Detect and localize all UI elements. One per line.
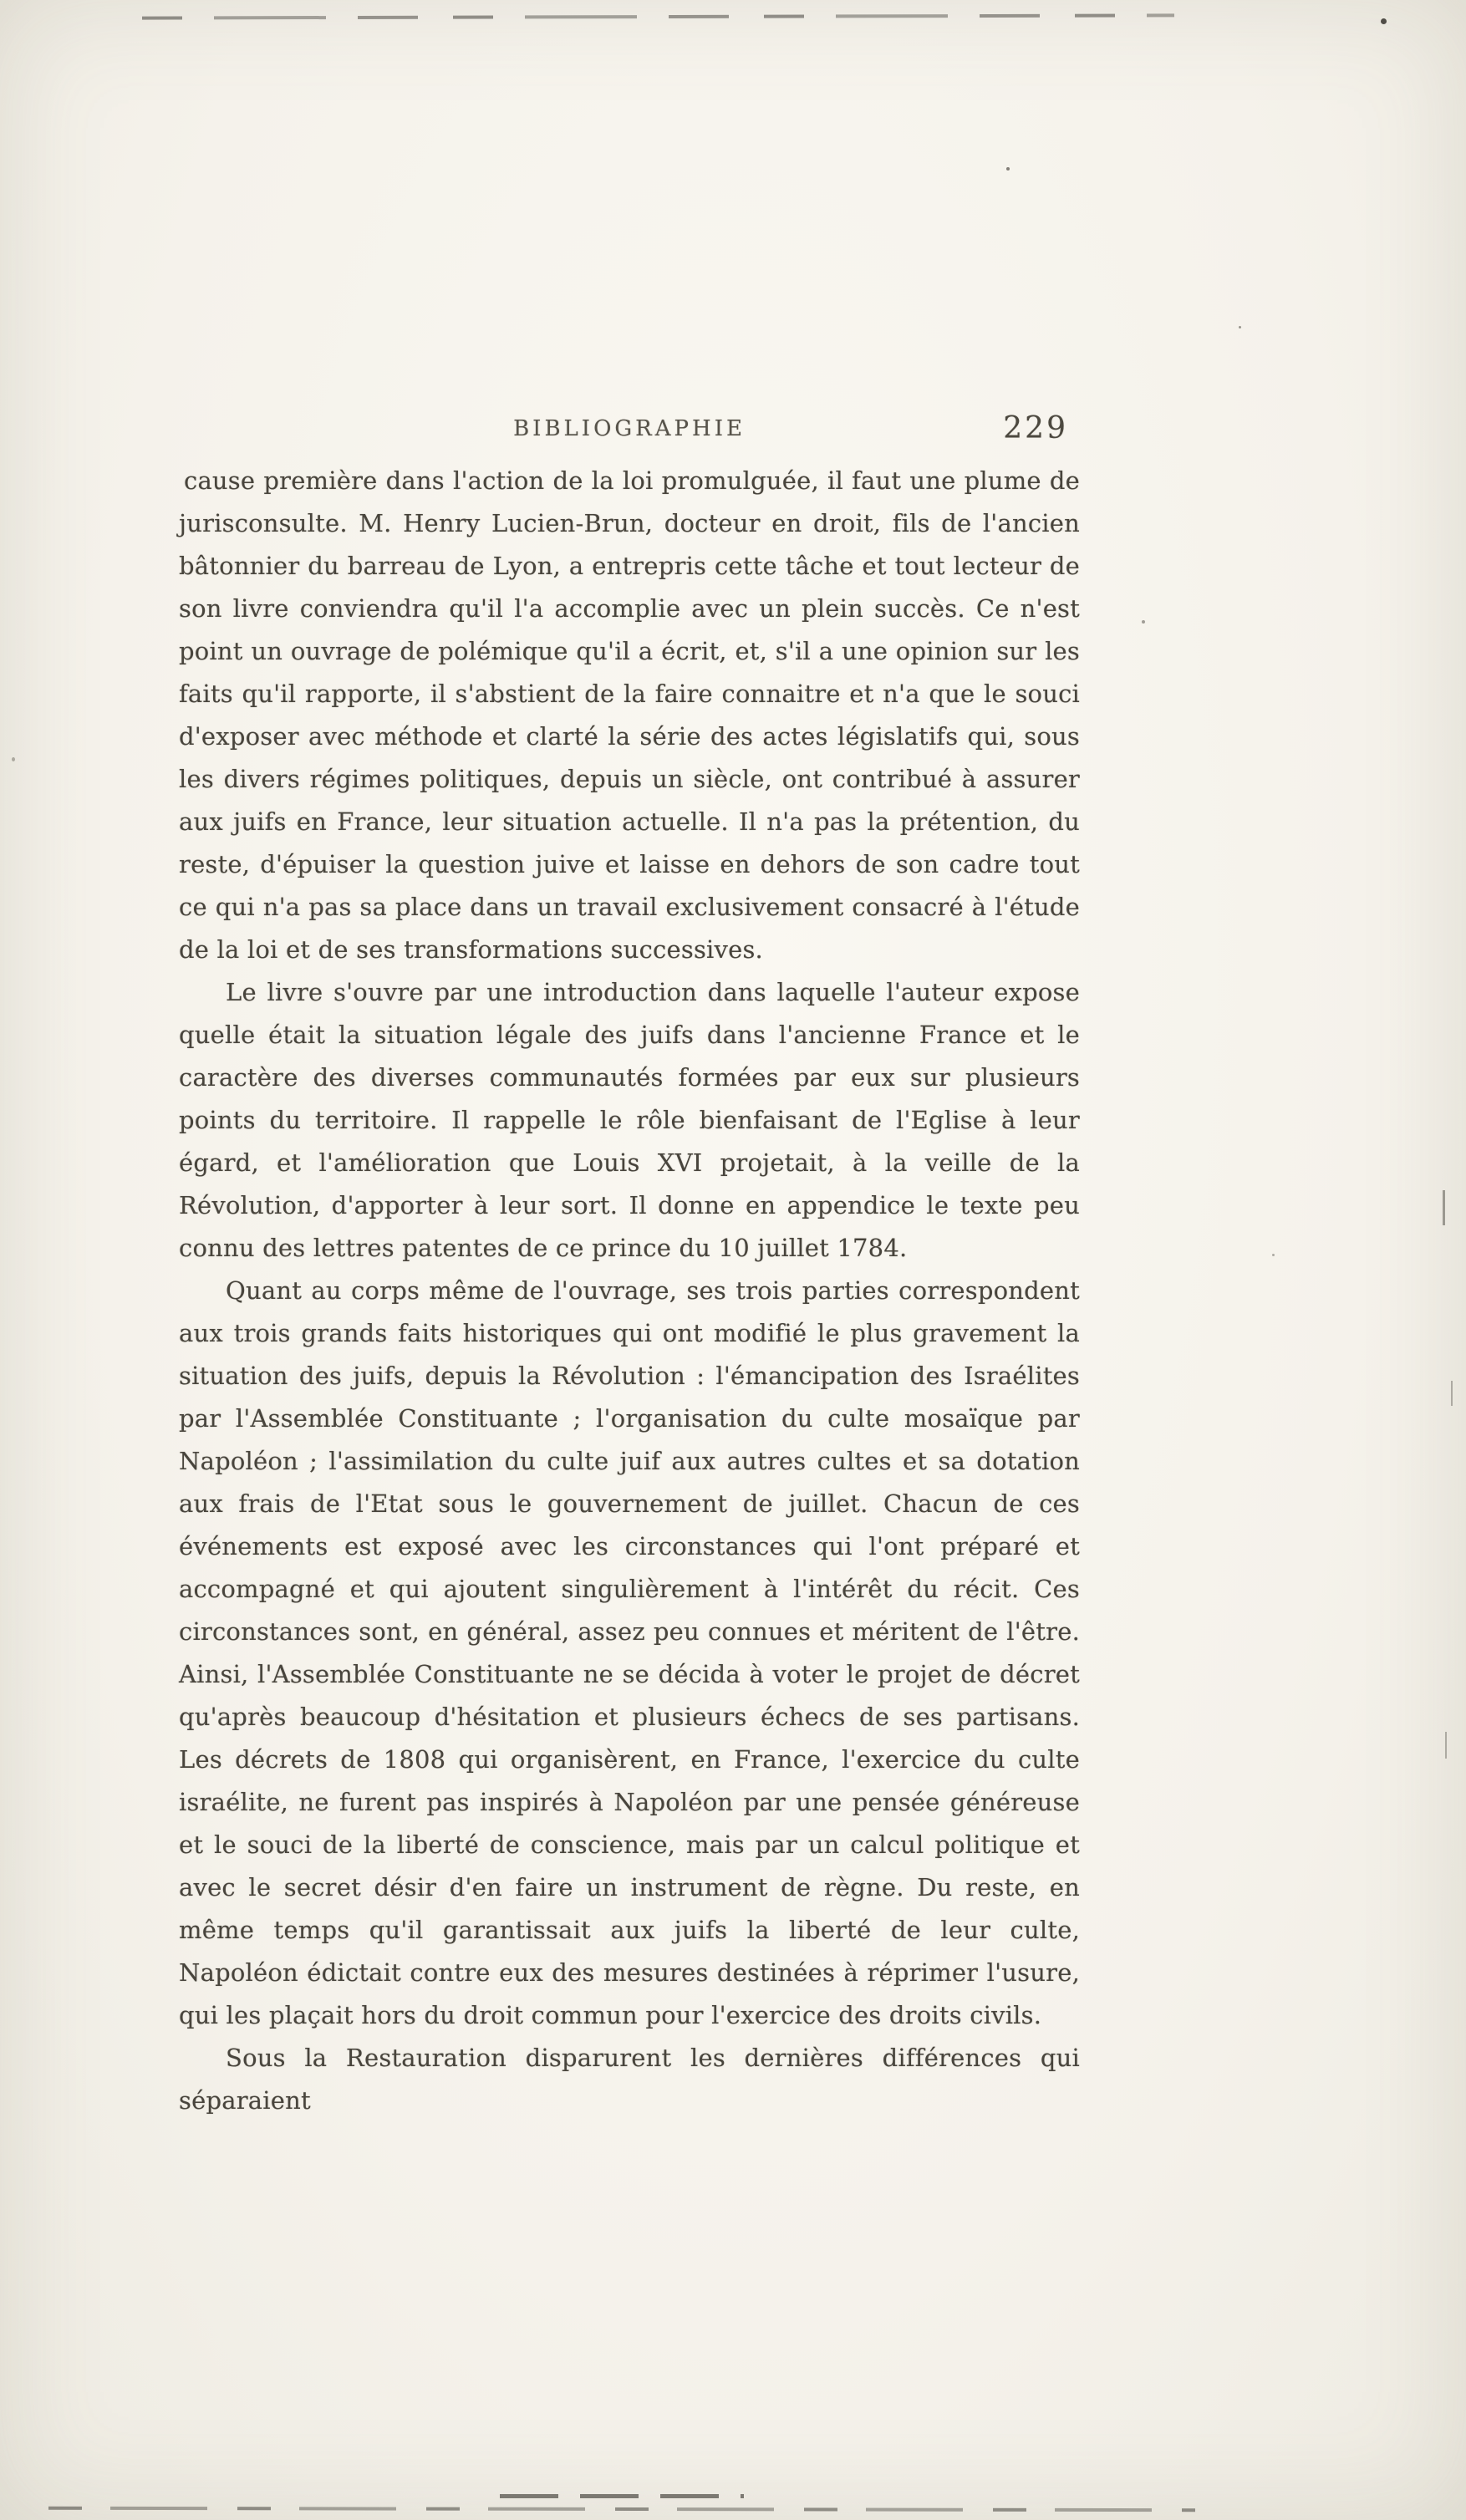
scan-artifact-speck	[1006, 167, 1010, 171]
body-text	[179, 460, 1080, 2122]
scan-artifact-top-edge	[142, 13, 1174, 19]
scan-artifact-speck	[12, 757, 15, 761]
scan-artifact-speck	[1142, 620, 1145, 624]
paragraph: Sous la Restauration disparurent les dernières différences qui séparaient	[179, 2044, 1080, 2115]
scan-artifact-margin-tick	[1445, 1732, 1447, 1759]
scan-artifact-margin-tick	[1451, 1381, 1453, 1406]
scan-artifact-dot	[1381, 18, 1387, 24]
scan-artifact-bottom-edge	[48, 2507, 1195, 2512]
scan-artifact-bottom-edge	[500, 2494, 744, 2498]
scan-artifact-speck	[1239, 326, 1241, 328]
paragraph: cause première dans l'action de la loi promulguée, il faut une plume de jurisconsulte. M. Henry Lucien-Brun, docteur en droit, fils de l'ancien bâtonnier du barreau de Lyon, a entrepris cette tâche et tout lecteur de son livre conviendra qu'il l'a accomplie avec un plein succès. Ce n'est point un ouvrage de polémique qu'il a écrit, et, s'il a une opinion sur les faits qu'il rapporte, il s'abstient de la faire connaitre et n'a que le souci d'exposer avec méthode et clarté la série des actes législatifs qui, sous les divers régimes politiques, depuis un siècle, ont contribué à assurer aux juifs en France, leur situation actuelle. Il n'a pas la prétention, du reste, d'épuiser la question juive et laisse en dehors de son cadre tout ce qui n'a pas sa place dans un travail exclusivement consacré à l'étude de la loi et de ses transformations successives.	[179, 466, 1080, 964]
page-number: 229	[1003, 411, 1068, 445]
paragraph: Le livre s'ouvre par une introduction dans laquelle l'auteur expose quelle était la situation légale des juifs dans l'ancienne France et le caractère des diverses communautés formées par eux sur plusieurs points du territoire. Il rappelle le rôle bienfaisant de l'Eglise à leur égard, et l'amélioration que Louis XVI projetait, à la veille de la Révolution, d'apporter à leur sort. Il donne en appendice le texte peu connu des lettres patentes de ce prince du 10 juillet 1784.	[179, 978, 1080, 1262]
paragraph: Quant au corps même de l'ouvrage, ses trois parties correspondent aux trois grands faits historiques qui ont modifié le plus gravement la situation des juifs, depuis la Révolution : l'émancipation des Israélites par l'Assemblée Constituante ; l'organisation du culte mosaïque par Napoléon ; l'assimilation du culte juif aux autres cultes et sa dotation aux frais de l'Etat sous le gouvernement de juillet. Chacun de ces événements est exposé avec les circonstances qui l'ont préparé et accompagné et qui ajoutent singulièrement à l'intérêt du récit. Ces circonstances sont, en général, assez peu connues et méritent de l'être. Ainsi, l'Assemblée Constituante ne se décida à voter le projet de décret qu'après beaucoup d'hésitation et plusieurs échecs de ses partisans. Les décrets de 1808 qui organisèrent, en France, l'exercice du culte israélite, ne furent pas inspirés à Napoléon par une pensée généreuse et le souci de la liberté de conscience, mais par un calcul politique et avec le secret désir d'en faire un instrument de règne. Du reste, en même temps qu'il garantissait aux juifs la liberté de leur culte, Napoléon édictait contre eux des mesures destinées à réprimer l'usure, qui les plaçait hors du droit commun pour l'exercice des droits civils.	[179, 1276, 1080, 2029]
running-title: BIBLIOGRAPHIE	[513, 416, 746, 441]
scan-artifact-margin-tick	[1443, 1190, 1445, 1225]
running-head	[179, 411, 1080, 450]
scan-artifact-speck	[1272, 1254, 1275, 1256]
